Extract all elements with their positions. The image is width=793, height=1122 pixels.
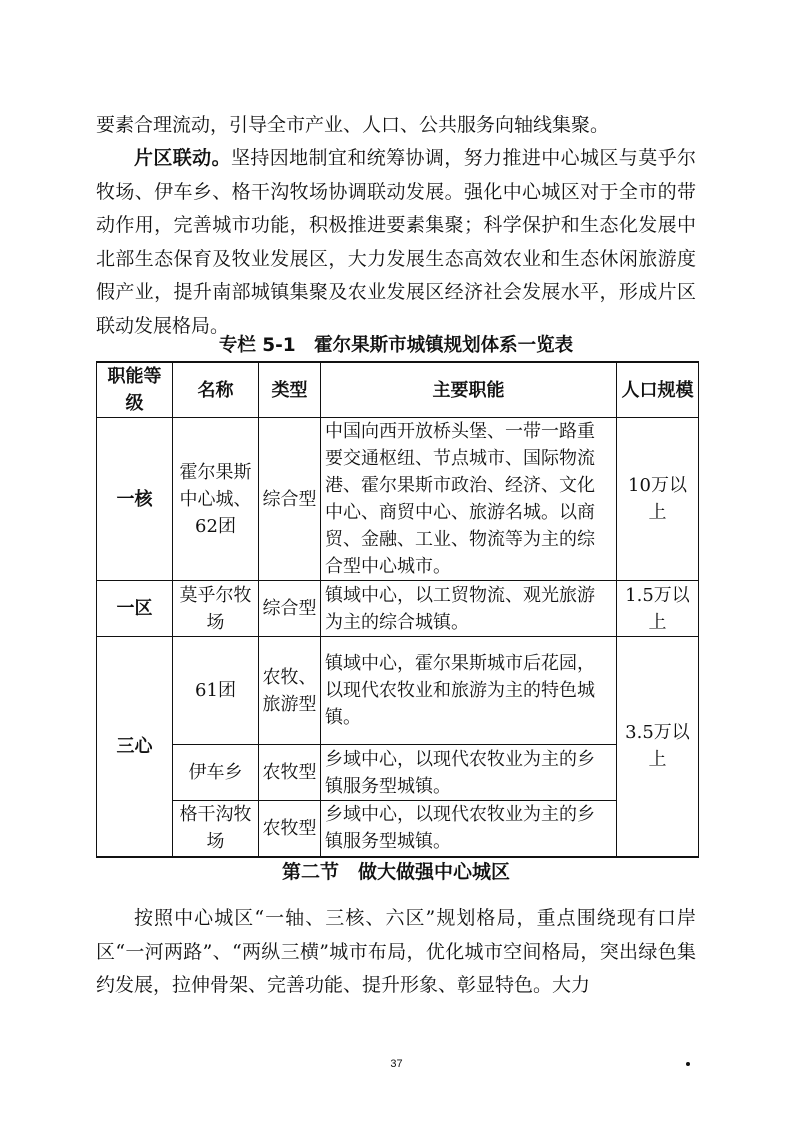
header-type: 类型 (259, 362, 321, 418)
dot-mark (686, 1062, 690, 1066)
table-row (97, 745, 699, 801)
town-planning-table (96, 361, 699, 858)
cell-function: 中国向西开放桥头堡、一带一路重要交通枢纽、节点城市、国际物流港、霍尔果斯市政治、经济、文化中心、商贸中心、旅游名城。以商贸、金融、工业、物流等为主的综合型中心城市。 (321, 418, 617, 581)
cell-function: 乡域中心，以现代农牧业为主的乡镇服务型城镇。 (321, 801, 617, 857)
header-name: 名称 (173, 362, 259, 418)
cell-function: 乡域中心，以现代农牧业为主的乡镇服务型城镇。 (321, 745, 617, 801)
cell-name: 格干沟牧场 (173, 801, 259, 857)
page-number: 37 (390, 1058, 403, 1070)
paragraph-zone-linkage (96, 142, 696, 343)
cell-level: 三心 (97, 637, 173, 857)
table-title: 专栏 5-1 霍尔果斯市城镇规划体系一览表 (218, 335, 574, 356)
section-title: 第二节 做大做强中心城区 (281, 861, 510, 883)
cell-name: 61团 (173, 637, 259, 745)
paragraph-lead-heading: 片区联动。 (134, 147, 231, 169)
cell-function: 镇域中心，以工贸物流、观光旅游为主的综合城镇。 (321, 581, 617, 637)
cell-type: 农牧型 (259, 801, 321, 857)
header-population: 人口规模 (617, 362, 699, 418)
cell-population: 3.5万以上 (617, 637, 699, 857)
cell-name: 伊车乡 (173, 745, 259, 801)
paragraph-intro: 要素合理流动，引导全市产业、人口、公共服务向轴线集聚。 (96, 114, 610, 136)
paragraph-central-district: 按照中心城区“一轴、三核、六区”规划格局，重点围绕现有口岸区“一河两路”、“两纵三横”城市布局，优化城市空间格局，突出绿色集约发展，拉伸骨架、完善功能、提升形象、彰显特色。大力 (96, 907, 696, 996)
cell-type: 农牧型 (259, 745, 321, 801)
cell-function: 镇域中心，霍尔果斯城市后花园，以现代农牧业和旅游为主的特色城镇。 (321, 637, 617, 745)
table-header-row (97, 362, 699, 418)
cell-level: 一区 (97, 581, 173, 637)
table-row (97, 801, 699, 857)
paragraph-body: 坚持因地制宜和统筹协调，努力推进中心城区与莫乎尔牧场、伊车乡、格干沟牧场协调联动发展。强化中心城区对于全市的带动作用，完善城市功能，积极推进要素集聚；科学保护和生态化发展中北部生态保育及牧业发展区，大力发展生态高效农业和生态休闲旅游度假产业，提升南部城镇集聚及农业发展区经济社会发展水平，形成片区联动发展格局。 (96, 147, 696, 337)
cell-type: 农牧、旅游型 (259, 637, 321, 745)
header-level: 职能等级 (97, 362, 173, 418)
table-row (97, 637, 699, 745)
cell-name: 霍尔果斯中心城、62团 (173, 418, 259, 581)
cell-type: 综合型 (259, 581, 321, 637)
table-row (97, 418, 699, 581)
cell-level: 一核 (97, 418, 173, 581)
header-function: 主要职能 (321, 362, 617, 418)
table-row (97, 581, 699, 637)
cell-population: 1.5万以上 (617, 581, 699, 637)
cell-type: 综合型 (259, 418, 321, 581)
cell-population: 10万以上 (617, 418, 699, 581)
cell-name: 莫乎尔牧场 (173, 581, 259, 637)
